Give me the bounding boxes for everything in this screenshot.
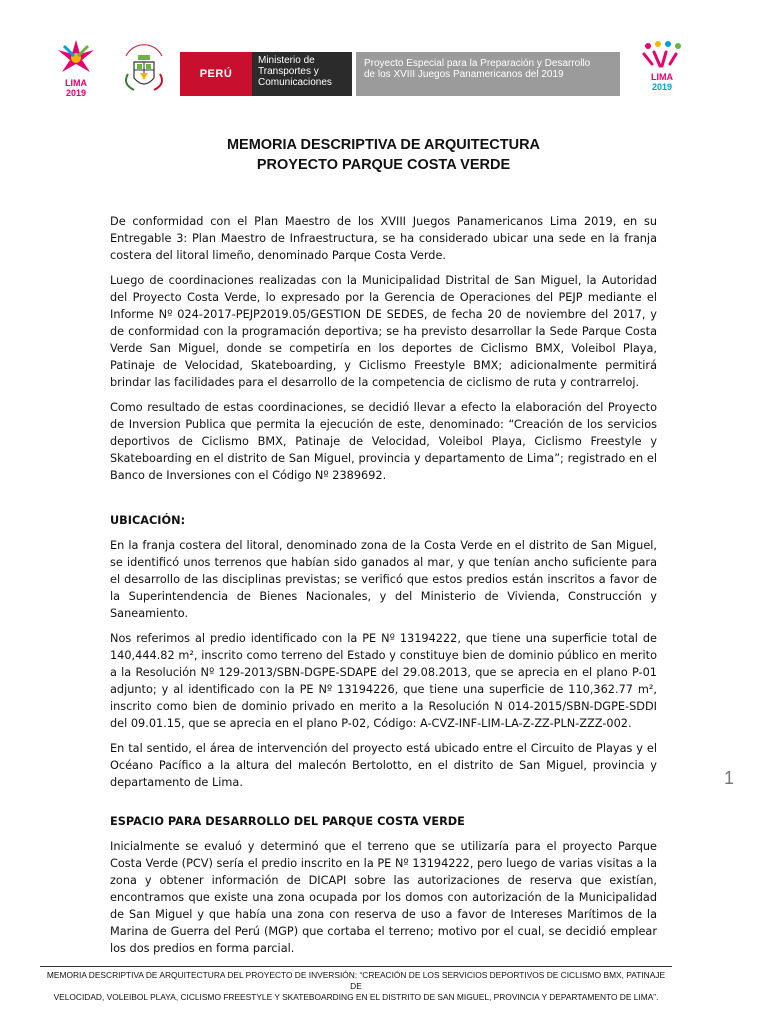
svg-text:LIMA: LIMA bbox=[65, 78, 87, 88]
intro-paragraph: Luego de coordinaciones realizadas con la Municipalidad Distrital de San Miguel, la Autoridad del Proyecto Costa Verde, lo expresado por la Gerencia de Operaciones del PEJP mediante el Informe Nº 024-2017-PEJP2019.05/GESTION DE SEDES, de fecha 20 de noviembre del 2017, y de conformidad con la programación deportiva; se ha previsto desarrollar la Sede Parque Costa Verde San Miguel, donde se competiría en los deportes de Ciclismo BMX, Voleibol Playa, Patinaje de Velocidad, Skateboarding, y Ciclismo Freestyle BMX; adicionalmente permitirá brindar las facilidades para el desarrollo de la competencia de ciclismo de ruta y contrarreloj. bbox=[110, 274, 657, 389]
document-footer bbox=[40, 970, 672, 1003]
ministry-line: Ministerio de bbox=[258, 55, 315, 66]
ubicacion-paragraph: En la franja costera del litoral, denominado zona de la Costa Verde en el distrito de San Miguel, se identificó unos terrenos que habían sido ganados al mar, y que tenían ancho suficiente para el desarrollo de las disciplinas previstas; se verificó que estos predios están inscritos a favor de la Superintendencia de Bienes Nacionales, y del Ministerio de Vivienda, Construcción y Saneamiento. bbox=[110, 539, 657, 620]
ubicacion-paragraph: Nos referimos al predio identificado con la PE Nº 13194222, que tiene una superficie total de 140,444.82 m², inscrito como terreno del Estado y constituye bien de dominio público en merito a la Resolución Nº 129-2013/SBN-DGPE-SDAPE del 29.08.2013, que se aprecia en el plano P-01 adjunto; y al identificado con la PE Nº 13194226, que tiene una superficie de 110,362.77 m², inscrito como bien de dominio privado en merito a la Resolución N 014-2015/SBN-DGPE-SDDI del 09.01.15, que se aprecia en el plano P-02, Código: A-CVZ-INF-LIM-LA-Z-ZZ-PLN-ZZZ-002. bbox=[110, 632, 657, 730]
intro-paragraph: Como resultado de estas coordinaciones, se decidió llevar a efecto la elaboración del Proyecto de Inversion Publica que permita la ejecución de este, denominado: “Creación de los servicios deportivos de Ciclismo BMX, Patinaje de Velocidad, Voleibol Playa, Ciclismo Freestyle y Skateboarding en el distrito de San Miguel, provincia y departamento de Lima”; registrado en el Banco de Inversiones con el Código Nº 2389692. bbox=[110, 401, 657, 482]
document-body bbox=[110, 213, 657, 965]
title-line-1: MEMORIA DESCRIPTIVA DE ARQUITECTURA bbox=[226, 137, 541, 153]
page-number: 1 bbox=[724, 768, 735, 788]
peru-coat-of-arms bbox=[118, 44, 170, 100]
svg-text:2019: 2019 bbox=[65, 88, 87, 98]
lima-2019-logo bbox=[54, 36, 98, 98]
ministry-name bbox=[252, 52, 352, 96]
espacio-heading: ESPACIO PARA DESARROLLO DEL PARQUE COSTA VERDE bbox=[110, 815, 465, 828]
svg-text:LIMA: LIMA bbox=[651, 72, 673, 82]
ubicacion-heading: UBICACIÓN: bbox=[110, 514, 186, 527]
project-line: Proyecto Especial para la Preparación y Desarrollo bbox=[364, 58, 591, 69]
lima-2019-logo-right bbox=[640, 40, 684, 92]
footer-divider bbox=[40, 966, 672, 967]
project-name bbox=[356, 52, 620, 96]
document-header bbox=[50, 32, 690, 102]
svg-text:2019: 2019 bbox=[651, 82, 673, 92]
ubicacion-paragraph: En tal sentido, el área de intervención del proyecto está ubicado entre el Circuito de Playas y el Océano Pacífico a la altura del malecón Bertolotto, en el distrito de San Miguel, provincia y departamento de Lima. bbox=[110, 742, 657, 789]
footer-line: VELOCIDAD, VOLEIBOL PLAYA, CICLISMO FREESTYLE Y SKATEBOARDING EN EL DISTRITO DE SAN MIGUEL, PROVINCIA Y DEPARTAMENTO DE LIMA”. bbox=[53, 992, 659, 1002]
document-title bbox=[110, 135, 657, 175]
footer-line: MEMORIA DESCRIPTIVA DE ARQUITECTURA DEL PROYECTO DE INVERSIÓN: “CREACIÓN DE LOS SERVICIOS DEPORTIVOS DE CICLISMO BMX, PATINAJE DE bbox=[46, 970, 666, 991]
title-line-2: PROYECTO PARQUE COSTA VERDE bbox=[256, 157, 511, 173]
espacio-paragraph: Inicialmente se evaluó y determinó que el terreno que se utilizaría para el proyecto Parque Costa Verde (PCV) sería el predio inscrito en la PE Nº 13194222, pero luego de varias visitas a la zona y obtener información de DICAPI sobre las autorizaciones de reserva que existían, encontramos que existe una zona ocupada por los domos con autorización de la Municipalidad de San Miguel y que había una zona con reserva de uso a favor de Intereses Marítimos de la Marina de Guerra del Perú (MGP) que cortaba el terreno; motivo por el cual, se decidió emplear los dos predios en forma parcial. bbox=[110, 840, 657, 955]
ministry-line: Transportes y bbox=[258, 66, 319, 77]
peru-label: PERÚ bbox=[180, 52, 252, 96]
intro-paragraph: De conformidad con el Plan Maestro de los XVIII Juegos Panamericanos Lima 2019, en su Entregable 3: Plan Maestro de Infraestructura, se ha considerado ubicar una sede en la franja costera del litoral limeño, denominado Parque Costa Verde. bbox=[110, 215, 657, 262]
ministry-line: Comunicaciones bbox=[258, 77, 332, 88]
project-line: de los XVIII Juegos Panamericanos del 2019 bbox=[364, 69, 564, 80]
government-banner bbox=[180, 52, 620, 96]
